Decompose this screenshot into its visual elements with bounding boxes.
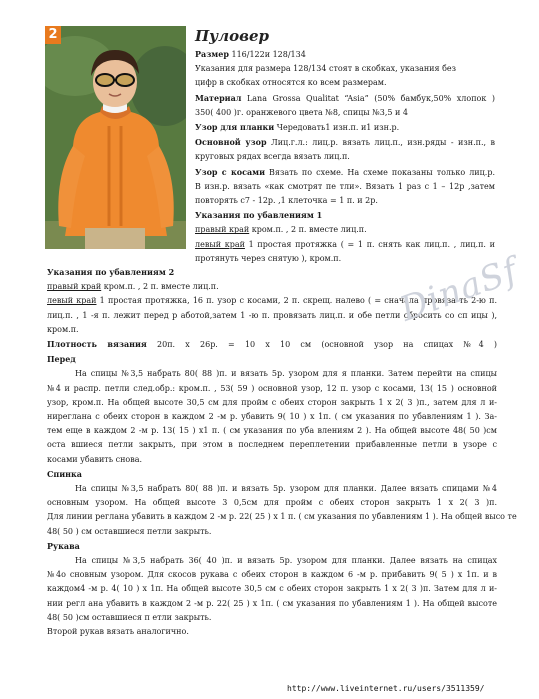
- text-line: [47, 597, 497, 611]
- body-text: каждом4 -м р. 4( 10 ) х 1п. На общей высоте 30,5 см с обеих сторон закрыть 1 х 2( 3 )п. Затем для л и-: [47, 584, 497, 594]
- label-text: Рукава: [47, 540, 80, 551]
- body-text: узор, кром.п. На общей высоте 30,5 см для пройм с обеих сторон закрыть 1 х 2( 3 )п., затем для л и-: [47, 397, 497, 407]
- body-text: В изн.р. вязать «как смотрят пе тли». Вязать 1 раз с 1 – 12р ,затем: [195, 181, 495, 191]
- text-line: [47, 424, 497, 438]
- text-line: [47, 539, 497, 554]
- text-line: [47, 337, 497, 352]
- body-text: протянуть через снятую ), кром.п.: [195, 253, 342, 263]
- header-text-block: [195, 47, 495, 266]
- text-line: [195, 223, 495, 237]
- body-text: Второй рукав вязать аналогично.: [47, 627, 189, 637]
- text-line: [195, 120, 495, 135]
- text-line: [47, 410, 497, 424]
- text-line: [47, 467, 497, 482]
- text-line: [195, 106, 495, 120]
- text-line: [47, 510, 517, 524]
- body-text: №4о сновным узором. Для скосов рукава с обеих сторон в каждом 6 -м р. прибавить 9( 5 ) х 1п. и в: [47, 570, 497, 580]
- source-url: http://www.liveinternet.ru/users/3511359/: [287, 684, 485, 693]
- label-text: Спинка: [47, 468, 82, 479]
- text-line: [47, 611, 497, 625]
- label-text: Узор с косами: [195, 166, 266, 177]
- text-line: [47, 265, 497, 280]
- underlined-text: левый край: [47, 296, 97, 306]
- text-line: [195, 91, 495, 106]
- body-text: 1 простая протяжка ( = 1 п. снять как лиц.п. , лиц.п. и: [244, 239, 495, 249]
- text-line: [195, 180, 495, 194]
- underlined-text: правый край: [195, 225, 250, 235]
- child-in-orange-sweater-image: [45, 26, 186, 249]
- text-line: [47, 323, 497, 337]
- text-line: [47, 396, 497, 410]
- body-text: лиц.п. , 1 -я п. лежит перед р аботой,затем 1 -ю п. провязать лиц.п. и обе петли сбросить со сп ицы ),: [47, 310, 497, 320]
- body-text: №4 и распр. петли след.обр.: кром.п. , 53( 59 ) основной узор, 12 п. узор с косами, 13( 15 ) основной: [47, 383, 497, 393]
- body-text: кром.п.: [47, 324, 79, 334]
- body-text: ниреглана с обеих сторон в каждом 2 -м р. убавить 9( 10 ) х 1п. ( см указания по убавлениям 1 ). За-: [47, 412, 497, 422]
- body-text: 20п. х 26р. = 10 х 10 см (основной узор на спицах №4 ): [146, 340, 497, 350]
- text-line: [195, 252, 495, 266]
- label-text: Основной узор: [195, 137, 267, 148]
- body-text: 116/122и 128/134: [228, 50, 306, 59]
- text-line: [195, 165, 495, 180]
- text-line: [195, 62, 495, 76]
- label-text: Размер: [195, 49, 229, 59]
- text-line: [47, 496, 497, 510]
- text-line: [47, 625, 497, 639]
- label-text: Указания по убавлениям 1: [195, 210, 323, 221]
- body-text: нии регл ана убавить в каждом 2 -м р. 22( 25 ) х 1п. ( см указания по убавлениям 1 ). На общей высоте: [47, 598, 497, 608]
- label-text: Перед: [47, 354, 76, 365]
- body-text: повторять с7 - 12р. ,1 клеточка = 1 п. и 2р.: [195, 196, 378, 206]
- body-text: кром.п. , 2 п. вместе лиц.п.: [101, 282, 219, 292]
- body-text: На спицы №3,5 набрать 36( 40 )п. и вязать 5р. узором для планки. Далее вязать на спицах: [75, 556, 497, 566]
- body-text: Вязать по схеме. На схеме показаны только лиц.р.: [265, 167, 495, 177]
- text-line: [195, 208, 495, 223]
- text-line: [195, 150, 495, 164]
- text-line: [47, 554, 497, 568]
- text-line: [47, 352, 497, 367]
- body-text: Lana Grossa Qualitat “Asia” (50% бамбук,50% хлопок ): [241, 93, 495, 103]
- product-photo: [45, 26, 186, 249]
- body-text: Лиц.г.л.: лиц.р. вязать лиц.п., изн.ряды - изн.п., в: [266, 138, 495, 148]
- label-text: Указания по убавлениям 2: [47, 267, 175, 277]
- text-line: [47, 453, 497, 467]
- body-text: круговых рядах всегда вязать лиц.п.: [195, 152, 350, 162]
- text-line: [195, 238, 495, 252]
- text-line: [47, 482, 497, 496]
- body-text: Для линии реглана убавить в каждом 2 -м р. 22( 25 ) х 1 п. ( см указания по убавлениям 1 ). На общей высо те: [47, 512, 517, 522]
- body-text: 1 простая протяжка, 16 п. узор с косами, 2 п. скрещ. налево ( = сначала провяза ть 2-ю п.: [96, 296, 497, 306]
- body-text: косами убавить снова.: [47, 454, 143, 464]
- underlined-text: правый край: [47, 282, 102, 292]
- body-text: Указания для размера 128/134 стоят в скобках, указания без: [195, 64, 456, 74]
- label-text: Узор для планки: [195, 122, 275, 133]
- body-text: 48( 50 )см оставшиеся п етли закрыть.: [47, 612, 212, 622]
- text-line: [195, 47, 495, 62]
- watermark: DinaSf: [394, 250, 524, 330]
- body-text: основным узором. На общей высоте 3 0,5см для пройм с обеих сторон закрыть 1 х 2( 3 )п.: [47, 498, 497, 508]
- body-text: 48( 50 ) см оставшиеся петли закрыть.: [47, 526, 212, 536]
- text-line: [47, 568, 497, 582]
- body-text: кром.п. , 2 п. вместе лиц.п.: [249, 225, 367, 235]
- body-text: На спицы №3,5 набрать 80( 88 )п. и вязать 5р. узором для я планки. Затем перейти на спицы: [75, 369, 497, 379]
- page-number-badge: 2: [45, 26, 61, 44]
- text-line: [47, 382, 497, 396]
- underlined-text: левый край: [195, 239, 245, 249]
- text-line: [47, 367, 497, 381]
- label-text: Материал: [195, 92, 242, 103]
- page-title: Пуловер: [195, 27, 270, 45]
- body-text: Чередовать1 изн.п. и1 изн.р.: [274, 123, 400, 133]
- body-text: цифр в скобках относятся ко всем размерам.: [195, 78, 387, 88]
- text-line: [195, 135, 495, 150]
- body-text: тем еще в каждом 2 -м р. 13( 15 ) х1 п. ( см указания по уба влениям 2 ). На общей высоте 48( 50 )см: [47, 426, 497, 436]
- body-text: 350( 400 )г. оранжевого цвета №8, спицы №3,5 и 4: [195, 107, 409, 117]
- text-line: [195, 194, 495, 208]
- label-text: Плотность вязания: [47, 339, 147, 350]
- body-text: оста вшиеся петли закрыть, при этом в последнем переплетении прибавленные петли в узоре с: [47, 440, 497, 450]
- body-text: На спицы №3,5 набрать 80( 88 )п. и вязать 5р. узором для планки. Далее вязать спицами №4: [75, 484, 497, 494]
- text-line: [47, 438, 497, 452]
- text-line: [47, 582, 497, 596]
- text-line: [195, 76, 495, 90]
- text-line: [47, 525, 497, 539]
